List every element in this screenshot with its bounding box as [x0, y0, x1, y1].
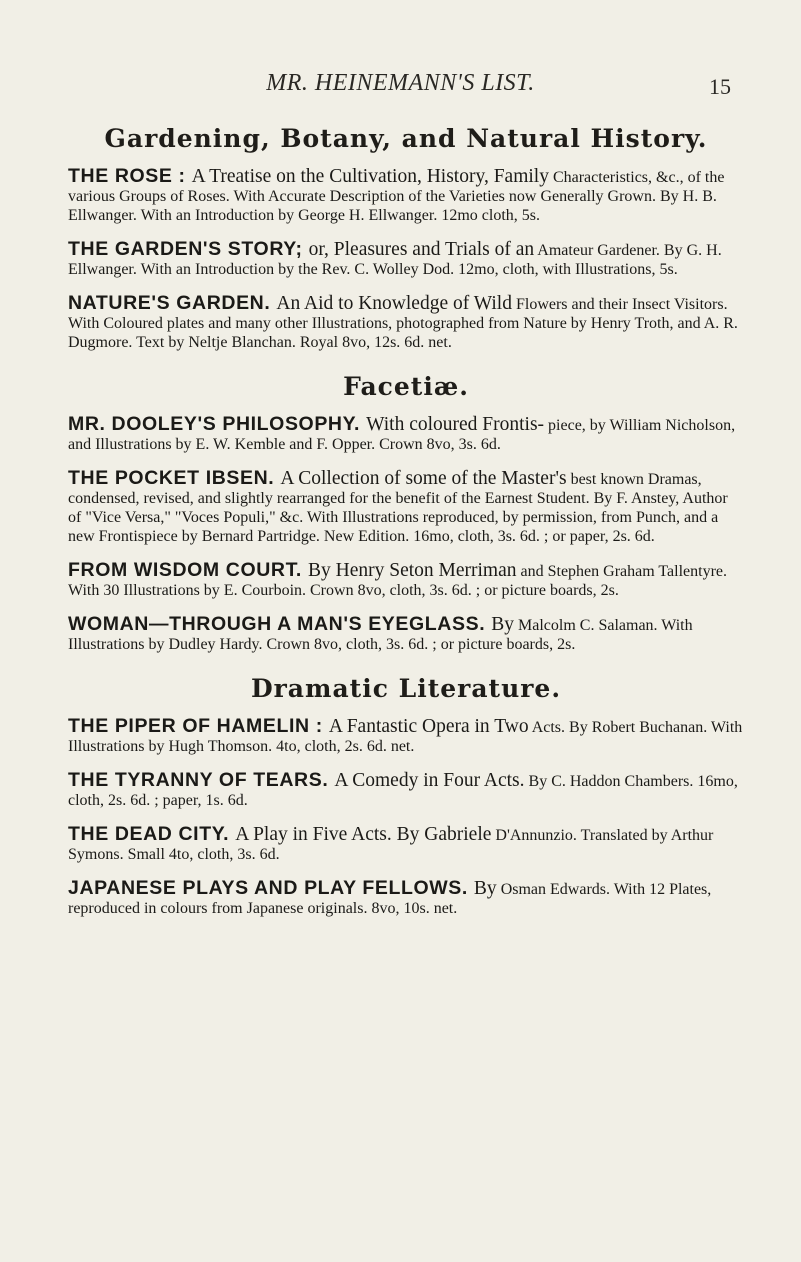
book-title: THE ROSE	[68, 165, 173, 187]
catalogue-section	[68, 372, 744, 654]
book-entry	[68, 879, 744, 918]
book-title: NATURE'S GARDEN.	[68, 292, 271, 314]
book-subtitle: A Collection of some of the Master's	[280, 468, 567, 489]
book-subtitle: A Play in Five Acts. By Gabriele	[235, 824, 492, 845]
book-description: Flowers and their Insect Visitors. With Coloured plates and many other Illustrations, photographed from Nature by Henry Troth, and A. R. Dugmore. Text by Neltje Blanchan. Royal 8vo, 12s. 6d. net.	[68, 296, 738, 351]
catalogue-section	[68, 674, 744, 918]
book-title: THE TYRANNY OF TEARS.	[68, 769, 329, 791]
book-entry	[68, 771, 744, 810]
book-subtitle: By	[491, 614, 515, 635]
book-subtitle: or, Pleasures and Trials of an	[308, 239, 535, 260]
running-head	[0, 66, 801, 106]
book-subtitle: A Fantastic Opera in Two	[328, 716, 529, 737]
book-title: JAPANESE PLAYS AND PLAY FELLOWS.	[68, 877, 468, 899]
book-subtitle: A Comedy in Four Acts.	[334, 770, 525, 791]
book-description: Characteristics, &c., of the various Groups of Roses. With Accurate Description of the Varieties now Generally Grown. By H. B. Ellwanger. With an Introduction by George H. Ellwanger. 12mo cloth, 5s.	[68, 169, 725, 224]
book-entry	[68, 615, 744, 654]
running-title: MR. HEINEMANN'S LIST.	[266, 70, 535, 96]
book-subtitle: By Henry Seton Merriman	[307, 560, 517, 581]
section-heading: Facetiæ.	[343, 372, 469, 401]
section-heading: Dramatic Literature.	[250, 674, 562, 703]
book-description: Osman Edwards. With 12 Plates, reproduced in colours from Japanese originals. 8vo, 10s. net.	[68, 881, 712, 917]
book-entry	[68, 294, 744, 352]
book-subtitle: A Treatise on the Cultivation, History, Family	[191, 166, 549, 187]
book-entry	[68, 717, 744, 756]
book-description: best known Dramas, condensed, revised, and slightly rearranged for the benefit of the Earnest Student. By F. Anstey, Author of "Vice Versa," "Voces Populi," &c. With Illustrations reproduced, by permission, from Punch, and a new Frontispiece by Bernard Partridge. New Edition. 16mo, cloth, 3s. 6d. ; or paper, 2s. 6d.	[68, 471, 728, 545]
book-title: MR. DOOLEY'S PHILOSOPHY.	[68, 413, 361, 435]
book-entry	[68, 561, 744, 600]
book-entry	[68, 469, 744, 546]
catalogue-section	[68, 124, 744, 352]
book-title: WOMAN—THROUGH A MAN'S EYEGLASS.	[68, 613, 486, 635]
book-subtitle: By	[473, 878, 497, 899]
book-entry	[68, 415, 744, 454]
book-entry	[68, 167, 744, 225]
book-description: By C. Haddon Chambers. 16mo, cloth, 2s. 6d. ; paper, 1s. 6d.	[68, 773, 738, 809]
book-title: THE DEAD CITY.	[68, 823, 230, 845]
book-title: THE PIPER OF HAMELIN	[68, 715, 310, 737]
book-description: piece, by William Nicholson, and Illustrations by E. W. Kemble and F. Opper. Crown 8vo, 3s. 6d.	[68, 417, 736, 453]
section-heading: Gardening, Botany, and Natural History.	[104, 124, 708, 153]
book-description: and Stephen Graham Tallentyre. With 30 Illustrations by E. Courboin. Crown 8vo, cloth, 3s. 6d. ; or picture boards, 2s.	[68, 563, 728, 599]
title-separator: :	[309, 715, 329, 737]
catalogue-list	[68, 124, 744, 938]
book-description: D'Annunzio. Translated by Arthur Symons. Small 4to, cloth, 3s. 6d.	[68, 827, 714, 863]
book-title: THE GARDEN'S STORY	[68, 238, 296, 260]
book-description: Acts. By Robert Buchanan. With Illustrations by Hugh Thomson. 4to, cloth, 2s. 6d. net.	[68, 719, 743, 755]
book-title: FROM WISDOM COURT.	[68, 559, 302, 581]
title-separator: ;	[295, 238, 309, 260]
book-description: Malcolm C. Salaman. With Illustrations by Dudley Hardy. Crown 8vo, cloth, 3s. 6d. ; or picture boards, 2s.	[68, 617, 693, 653]
book-description: Amateur Gardener. By G. H. Ellwanger. With an Introduction by the Rev. C. Wolley Dod. 12mo, cloth, with Illustrations, 5s.	[68, 242, 722, 278]
book-title: THE POCKET IBSEN.	[68, 467, 275, 489]
book-entry	[68, 240, 744, 279]
title-separator: :	[172, 165, 192, 187]
book-subtitle: An Aid to Knowledge of Wild	[276, 293, 512, 314]
book-entry	[68, 825, 744, 864]
book-subtitle: With coloured Frontis-	[366, 414, 545, 435]
page-number: 15	[709, 74, 731, 99]
